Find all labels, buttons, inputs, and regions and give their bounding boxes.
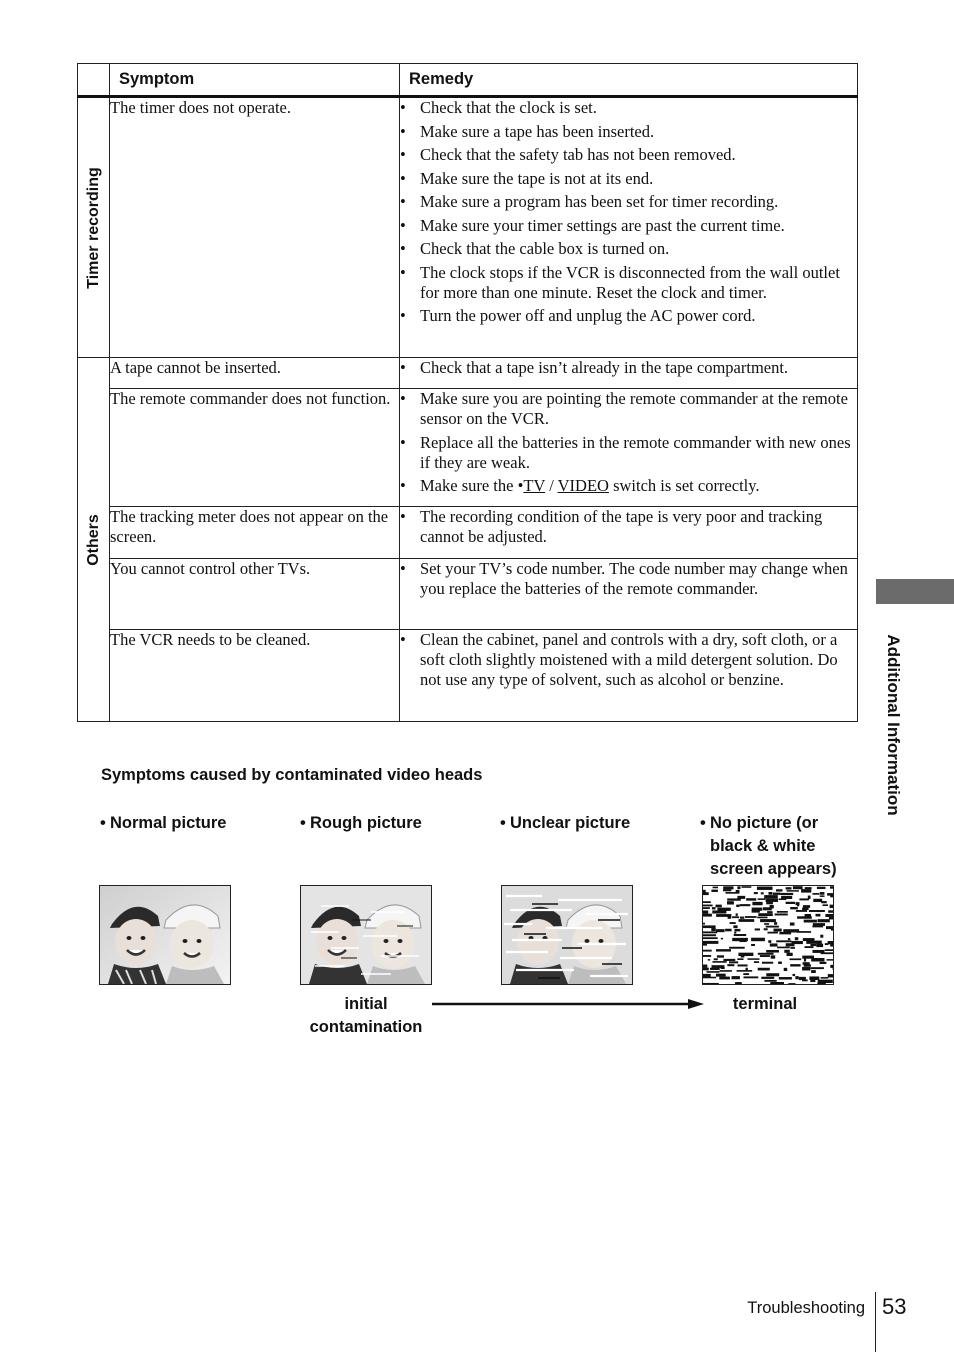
bullet: • xyxy=(500,814,506,832)
children-photo-rough-icon xyxy=(301,886,431,984)
symptom-cell: The remote commander does not function. xyxy=(110,389,400,507)
table-row xyxy=(78,559,858,630)
section-tab-label: Additional Information xyxy=(884,634,903,816)
children-photo-icon xyxy=(100,886,230,984)
category-cell-others xyxy=(78,358,110,722)
remedy-item: • The recording condition of the tape is very poor and tracking cannot be adjusted. xyxy=(400,507,857,547)
remedy-list xyxy=(400,507,857,547)
remedy-item: • Check that the cable box is turned on. xyxy=(400,239,857,259)
switch-remedy-sep: / xyxy=(545,476,558,495)
footer-divider xyxy=(875,1292,876,1352)
unclear-picture-image xyxy=(501,885,633,985)
remedy-item: • The clock stops if the VCR is disconnected from the wall outlet for more than one minute. Reset the clock and timer. xyxy=(400,263,857,303)
remedy-list xyxy=(400,559,857,599)
remedy-cell xyxy=(400,358,858,389)
remedy-list xyxy=(400,389,857,496)
picture-label-text: Unclear picture xyxy=(510,814,631,832)
remedy-cell xyxy=(400,389,858,507)
table-row xyxy=(78,630,858,722)
switch-remedy-prefix: Make sure the • xyxy=(420,476,524,495)
remedy-item: • Turn the power off and unplug the AC power cord. xyxy=(400,306,857,326)
no-picture-image xyxy=(702,885,834,985)
normal-picture-image xyxy=(99,885,231,985)
remedy-item: • Make sure your timer settings are past the current time. xyxy=(400,216,857,236)
category-label-others: Others xyxy=(84,513,102,566)
section-tab xyxy=(876,579,954,604)
header-symptom: Symptom xyxy=(110,64,400,97)
children-photo-unclear-icon xyxy=(502,886,632,984)
symptom-cell: A tape cannot be inserted. xyxy=(110,358,400,389)
remedy-item: • Check that the safety tab has not been removed. xyxy=(400,145,857,165)
static-noise-icon xyxy=(703,886,833,984)
remedy-item xyxy=(400,476,857,496)
bullet: • xyxy=(100,814,106,832)
symptoms-section-title: Symptoms caused by contaminated video heads xyxy=(101,766,483,784)
table-row xyxy=(78,389,858,507)
category-label-timer: Timer recording xyxy=(84,166,102,289)
remedy-list xyxy=(400,98,857,326)
footer-section-name: Troubleshooting xyxy=(747,1299,865,1317)
picture-label-unclear xyxy=(500,812,660,835)
symptom-cell: The VCR needs to be cleaned. xyxy=(110,630,400,722)
header-remedy: Remedy xyxy=(400,64,858,97)
troubleshooting-table xyxy=(77,63,858,722)
table-row xyxy=(78,97,858,358)
rough-picture-image xyxy=(300,885,432,985)
remedy-item: • Make sure a program has been set for timer recording. xyxy=(400,192,857,212)
remedy-item: • Check that a tape isn’t already in the tape compartment. xyxy=(400,358,857,378)
remedy-list xyxy=(400,358,857,378)
symptom-cell: The timer does not operate. xyxy=(110,97,400,358)
picture-label-text: Rough picture xyxy=(310,814,422,832)
remedy-cell xyxy=(400,507,858,559)
table-row xyxy=(78,507,858,559)
picture-label-text: Normal picture xyxy=(110,814,227,832)
category-cell-timer xyxy=(78,97,110,358)
table-row xyxy=(78,358,858,389)
page-number: 53 xyxy=(882,1294,907,1319)
switch-remedy-suffix: switch is set correctly. xyxy=(608,476,760,495)
remedy-cell xyxy=(400,559,858,630)
stage-terminal-label: terminal xyxy=(732,995,798,1013)
table-header-row xyxy=(78,64,858,97)
bullet: • xyxy=(700,814,706,832)
switch-tv-label: TV xyxy=(523,476,546,495)
bullet: • xyxy=(300,814,306,832)
picture-label-text: No picture (or black & white screen appears) xyxy=(710,814,837,878)
picture-label-no-picture xyxy=(700,812,860,881)
remedy-item: • Make sure the tape is not at its end. xyxy=(400,169,857,189)
symptom-cell: The tracking meter does not appear on the screen. xyxy=(110,507,400,559)
stage-initial-label: initial contamination xyxy=(309,995,423,1036)
remedy-item: • Clean the cabinet, panel and controls with a dry, soft cloth, or a soft cloth slightly moistened with a mild detergent solution. Do not use any type of solvent, such as alcohol or benzine. xyxy=(400,630,857,690)
remedy-item: • Check that the clock is set. xyxy=(400,98,857,118)
picture-label-rough xyxy=(300,812,460,835)
symptom-cell: You cannot control other TVs. xyxy=(110,559,400,630)
remedy-item: • Make sure you are pointing the remote commander at the remote sensor on the VCR. xyxy=(400,389,857,429)
remedy-cell xyxy=(400,97,858,358)
switch-video-label: VIDEO xyxy=(557,476,609,495)
remedy-item: • Set your TV’s code number. The code number may change when you replace the batteries of the remote commander. xyxy=(400,559,857,599)
remedy-list xyxy=(400,630,857,690)
progression-arrow-icon xyxy=(432,997,704,1011)
picture-label-normal xyxy=(100,812,260,835)
remedy-item: • Make sure a tape has been inserted. xyxy=(400,122,857,142)
remedy-item: • Replace all the batteries in the remote commander with new ones if they are weak. xyxy=(400,433,857,473)
remedy-cell xyxy=(400,630,858,722)
header-blank xyxy=(78,64,110,97)
